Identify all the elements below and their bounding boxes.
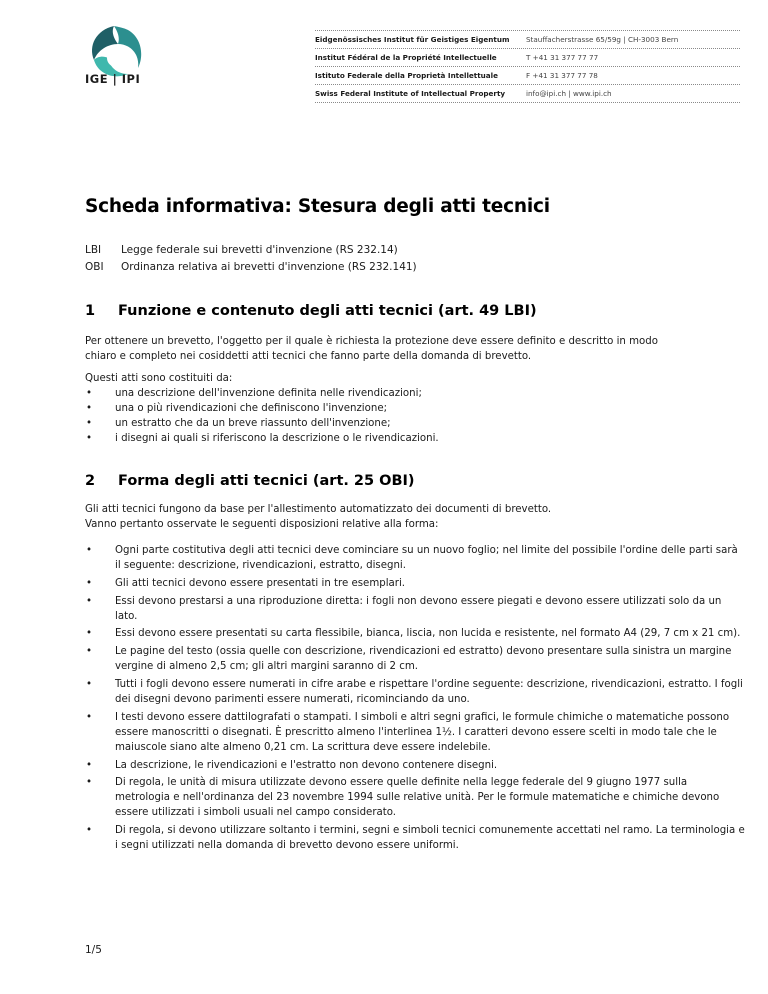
list-item xyxy=(85,431,745,446)
abbreviation-row xyxy=(85,242,417,259)
bullet-icon: • xyxy=(86,711,93,723)
list-item-text: Ogni parte costitutiva degli atti tecnici deve cominciare su un nuovo foglio; nel limite del possibile l'ordine delle parti sarà il seguente: descrizione, rivendicazioni, estratto, disegni. xyxy=(115,545,738,571)
list-item-text: Le pagine del testo (ossia quelle con descrizione, rivendicazioni ed estratto) devono presentare sulla sinistra un margine vergine di almeno 2,5 cm; gli altri margini saranno di 2 cm. xyxy=(115,646,732,673)
bullet-icon: • xyxy=(86,388,93,399)
page-title: Scheda informativa: Stesura degli atti tecnici xyxy=(85,196,550,217)
abbreviations-list xyxy=(85,242,417,276)
section-1-list-intro: Questi atti sono costituiti da: xyxy=(85,373,233,384)
bullet-icon: • xyxy=(86,595,93,607)
section-2-bullet-list xyxy=(85,543,745,856)
list-item xyxy=(85,823,745,853)
list-item xyxy=(85,401,745,416)
list-item xyxy=(85,626,745,641)
list-item xyxy=(85,416,745,431)
list-item-text: Essi devono essere presentati su carta flessibile, bianca, liscia, non lucida e resistente, nel formato A4 (29, 7 cm x 21 cm). xyxy=(115,628,741,640)
list-item xyxy=(85,576,745,591)
masthead-row xyxy=(315,30,740,49)
abbreviation-key: OBI xyxy=(85,261,104,273)
bullet-icon: • xyxy=(86,678,93,690)
bullet-icon: • xyxy=(86,577,93,589)
bullet-icon: • xyxy=(86,433,93,444)
list-item-text: una descrizione dell'invenzione definita nelle rivendicazioni; xyxy=(115,388,422,399)
logo-center xyxy=(107,49,125,67)
masthead-row xyxy=(315,49,740,67)
section-2-intro xyxy=(85,502,685,532)
bullet-icon: • xyxy=(86,628,93,640)
list-item-text: una o più rivendicazioni che definiscono l'invenzione; xyxy=(115,403,388,414)
masthead xyxy=(315,30,740,103)
abbreviation-value: Ordinanza relativa ai brevetti d'invenzione (RS 232.141) xyxy=(121,261,417,273)
list-item xyxy=(85,710,745,755)
institute-name: Institut Fédéral de la Propriété Intellectuelle xyxy=(315,53,497,62)
logo-text: IGE | IPI xyxy=(85,72,141,86)
institute-name: Swiss Federal Institute of Intellectual Property xyxy=(315,89,506,98)
section-2-heading xyxy=(85,473,415,489)
bullet-icon: • xyxy=(86,646,93,658)
masthead-row xyxy=(315,85,740,103)
list-item-text: i disegni ai quali si riferiscono la descrizione o le rivendicazioni. xyxy=(115,433,439,444)
section-1-bullet-list xyxy=(85,386,745,446)
bullet-icon: • xyxy=(86,545,93,556)
section-2-intro-line-2: Vanno pertanto osservate le seguenti disposizioni relative alla forma: xyxy=(85,519,439,530)
abbreviation-value: Legge federale sui brevetti d'invenzione (RS 232.14) xyxy=(121,244,398,256)
abbreviation-key: LBI xyxy=(85,244,102,256)
list-item-text: Di regola, le unità di misura utilizzate devono essere quelle definite nella legge federale del 9 giugno 1977 sulla metrologia e nell'ordinanza del 23 novembre 1994 sulle relative unità. Per le formule matematiche e chimiche devono essere utilizzati i simboli usuali nel campo considerato. xyxy=(115,777,720,819)
bullet-icon: • xyxy=(86,418,93,429)
section-2-intro-line-1: Gli atti tecnici fungono da base per l'allestimento automatizzato dei documenti di brevetto. xyxy=(85,504,552,515)
list-item xyxy=(85,758,745,773)
list-item xyxy=(85,677,745,707)
bullet-icon: • xyxy=(86,777,93,789)
abbreviation-row xyxy=(85,259,417,276)
list-item xyxy=(85,594,745,624)
list-item-text: Tutti i fogli devono essere numerati in cifre arabe e rispettare l'ordine seguente: descrizione, rivendicazioni, estratto. I fogli dei disegni devono parimenti essere numerati, ricominciando da uno. xyxy=(115,678,743,705)
list-item xyxy=(85,775,745,820)
list-item xyxy=(85,386,745,401)
section-number: 1 xyxy=(85,303,96,319)
section-title: Funzione e contenuto degli atti tecnici (art. 49 LBI) xyxy=(118,303,537,319)
list-item-text: Essi devono prestarsi a una riproduzione diretta: i fogli non devono essere piegati e devono essere utilizzati solo da un lato. xyxy=(115,595,722,622)
masthead-row xyxy=(315,67,740,85)
list-item-text: I testi devono essere dattilografati o stampati. I simboli e altri segni grafici, le formule chimiche o matematiche possono essere manoscritti o disegnati. È prescritto almeno l'interlinea 1½. I caratteri devono essere scelti in modo tale che le maiuscole siano alte almeno 0,21 cm. La scrittura deve essere indelebile. xyxy=(115,711,730,753)
bullet-icon: • xyxy=(86,403,93,414)
list-item xyxy=(85,543,745,573)
contact-info: F +41 31 377 77 78 xyxy=(526,71,598,80)
section-title: Forma degli atti tecnici (art. 25 OBI) xyxy=(118,473,415,489)
contact-info: T +41 31 377 77 77 xyxy=(526,53,599,62)
section-number: 2 xyxy=(85,473,96,489)
bullet-icon: • xyxy=(86,825,93,837)
contact-info: info@ipi.ch | www.ipi.ch xyxy=(526,89,612,98)
bullet-icon: • xyxy=(86,759,93,771)
institute-name: Eidgenössisches Institut für Geistiges Eigentum xyxy=(315,35,510,44)
list-item-text: un estratto che da un breve riassunto dell'invenzione; xyxy=(115,418,391,429)
page-number: 1/5 xyxy=(85,944,102,956)
institute-name: Istituto Federale della Proprietà Intellettuale xyxy=(315,71,498,80)
list-item-text: La descrizione, le rivendicazioni e l'estratto non devono contenere disegni. xyxy=(115,759,498,771)
list-item-text: Gli atti tecnici devono essere presentati in tre esemplari. xyxy=(115,577,406,589)
section-1-intro: Per ottenere un brevetto, l'oggetto per il quale è richiesta la protezione deve essere definito e descritto in modo chiaro e completo nei cosiddetti atti tecnici che fanno parte della domanda di brevetto. xyxy=(85,336,658,362)
list-item-text: Di regola, si devono utilizzare soltanto i termini, segni e simboli tecnici comunemente accettati nel ramo. La terminologia e i segni utilizzati nella domanda di brevetto devono essere uniformi. xyxy=(115,825,745,852)
section-1-heading xyxy=(85,303,537,319)
list-item xyxy=(85,644,745,674)
contact-info: Stauffacherstrasse 65/59g | CH-3003 Bern xyxy=(526,35,679,44)
